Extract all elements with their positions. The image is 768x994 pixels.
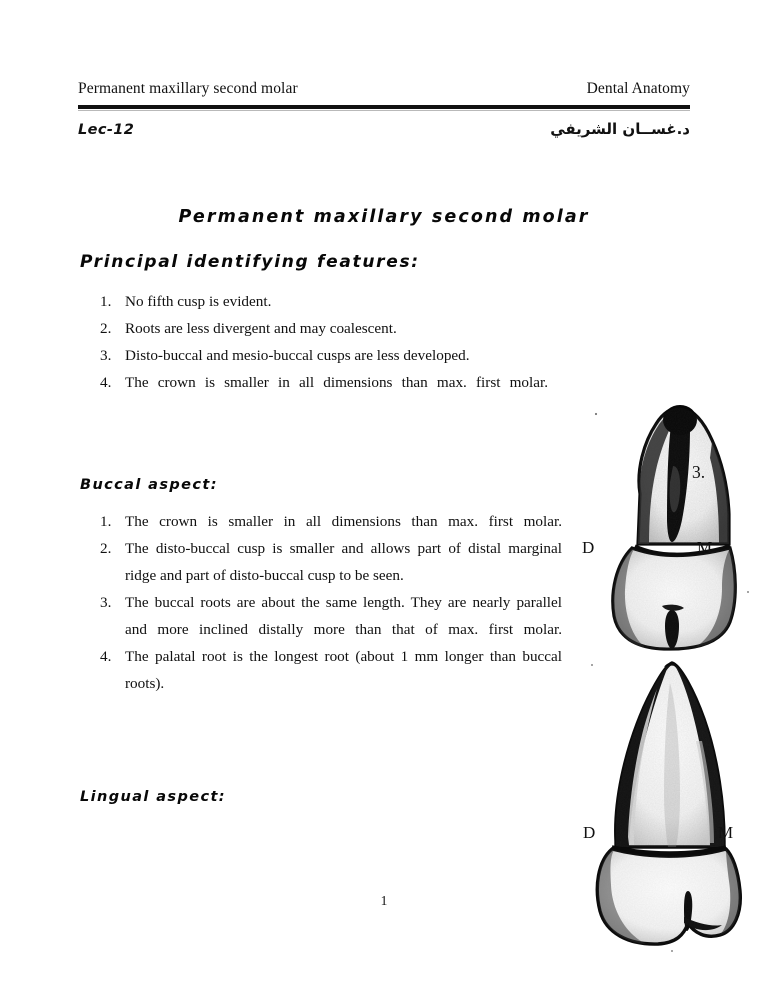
list-item-text: Disto-buccal and mesio-buccal cusps are less developed. bbox=[125, 347, 470, 364]
list-item bbox=[100, 342, 548, 369]
author-name-arabic: د.غســان الشريفي bbox=[550, 120, 690, 138]
list-item bbox=[100, 589, 562, 643]
figure-label-number-buccal: 3. bbox=[692, 462, 706, 482]
list-item-text: The palatal root is the longest root (about 1 mm longer than buccal roots). bbox=[125, 648, 562, 692]
header-rule-thin bbox=[78, 110, 690, 111]
header-divider bbox=[78, 105, 690, 111]
list-item bbox=[100, 315, 548, 342]
header-rule-thick bbox=[78, 105, 690, 109]
list-item bbox=[100, 508, 562, 535]
list-item-text: The crown is smaller in all dimensions than max. first molar. bbox=[125, 513, 562, 530]
section-heading-buccal-aspect: Buccal aspect: bbox=[80, 477, 218, 493]
list-item-text: No fifth cusp is evident. bbox=[125, 293, 272, 310]
tooth-illustration-lingual bbox=[572, 655, 768, 955]
lecture-number: Lec-12 bbox=[78, 122, 135, 138]
section-heading-lingual-aspect: Lingual aspect: bbox=[80, 789, 226, 805]
figure-label-mesial-buccal: M bbox=[697, 538, 713, 557]
list-item-text: The disto-buccal cusp is smaller and allows part of distal marginal ridge and part of disto-buccal cusp to be seen. bbox=[125, 540, 562, 584]
header-right-title: Dental Anatomy bbox=[586, 80, 690, 97]
tooth-illustration-buccal bbox=[572, 396, 768, 661]
figure-label-mesial-lingual: M bbox=[718, 823, 734, 842]
page-number: 1 bbox=[380, 893, 388, 908]
page-title: Permanent maxillary second molar bbox=[178, 207, 590, 227]
list-item-number: 2. bbox=[100, 320, 112, 337]
list-item bbox=[100, 369, 548, 396]
list-item-number: 4. bbox=[100, 648, 112, 665]
list-item-number: 1. bbox=[100, 513, 112, 530]
list-item-number: 1. bbox=[100, 293, 112, 310]
list-item bbox=[100, 643, 562, 697]
list-item-text: The crown is smaller in all dimensions than max. first molar. bbox=[125, 374, 548, 391]
list-item-number: 2. bbox=[100, 540, 112, 557]
list-buccal-aspect bbox=[100, 508, 562, 697]
list-item bbox=[100, 288, 548, 315]
list-item bbox=[100, 535, 562, 589]
list-item-text: Roots are less divergent and may coalescent. bbox=[125, 320, 397, 337]
running-header bbox=[78, 80, 690, 98]
figure-label-distal-buccal: D bbox=[582, 538, 595, 557]
section-heading-principal-features: Principal identifying features: bbox=[80, 252, 420, 272]
list-item-text: The buccal roots are about the same length. They are nearly parallel and more inclined distally more than that of max. first molar. bbox=[125, 594, 562, 638]
header-left-title: Permanent maxillary second molar bbox=[78, 80, 298, 97]
list-item-number: 3. bbox=[100, 347, 112, 364]
figure-label-distal-lingual: D bbox=[583, 823, 596, 842]
list-item-number: 4. bbox=[100, 374, 112, 391]
subheader-row bbox=[78, 120, 690, 138]
list-principal-features bbox=[100, 288, 548, 396]
tooth-buccal-svg bbox=[572, 396, 768, 661]
tooth-lingual-svg bbox=[572, 655, 768, 955]
list-item-number: 3. bbox=[100, 594, 112, 611]
